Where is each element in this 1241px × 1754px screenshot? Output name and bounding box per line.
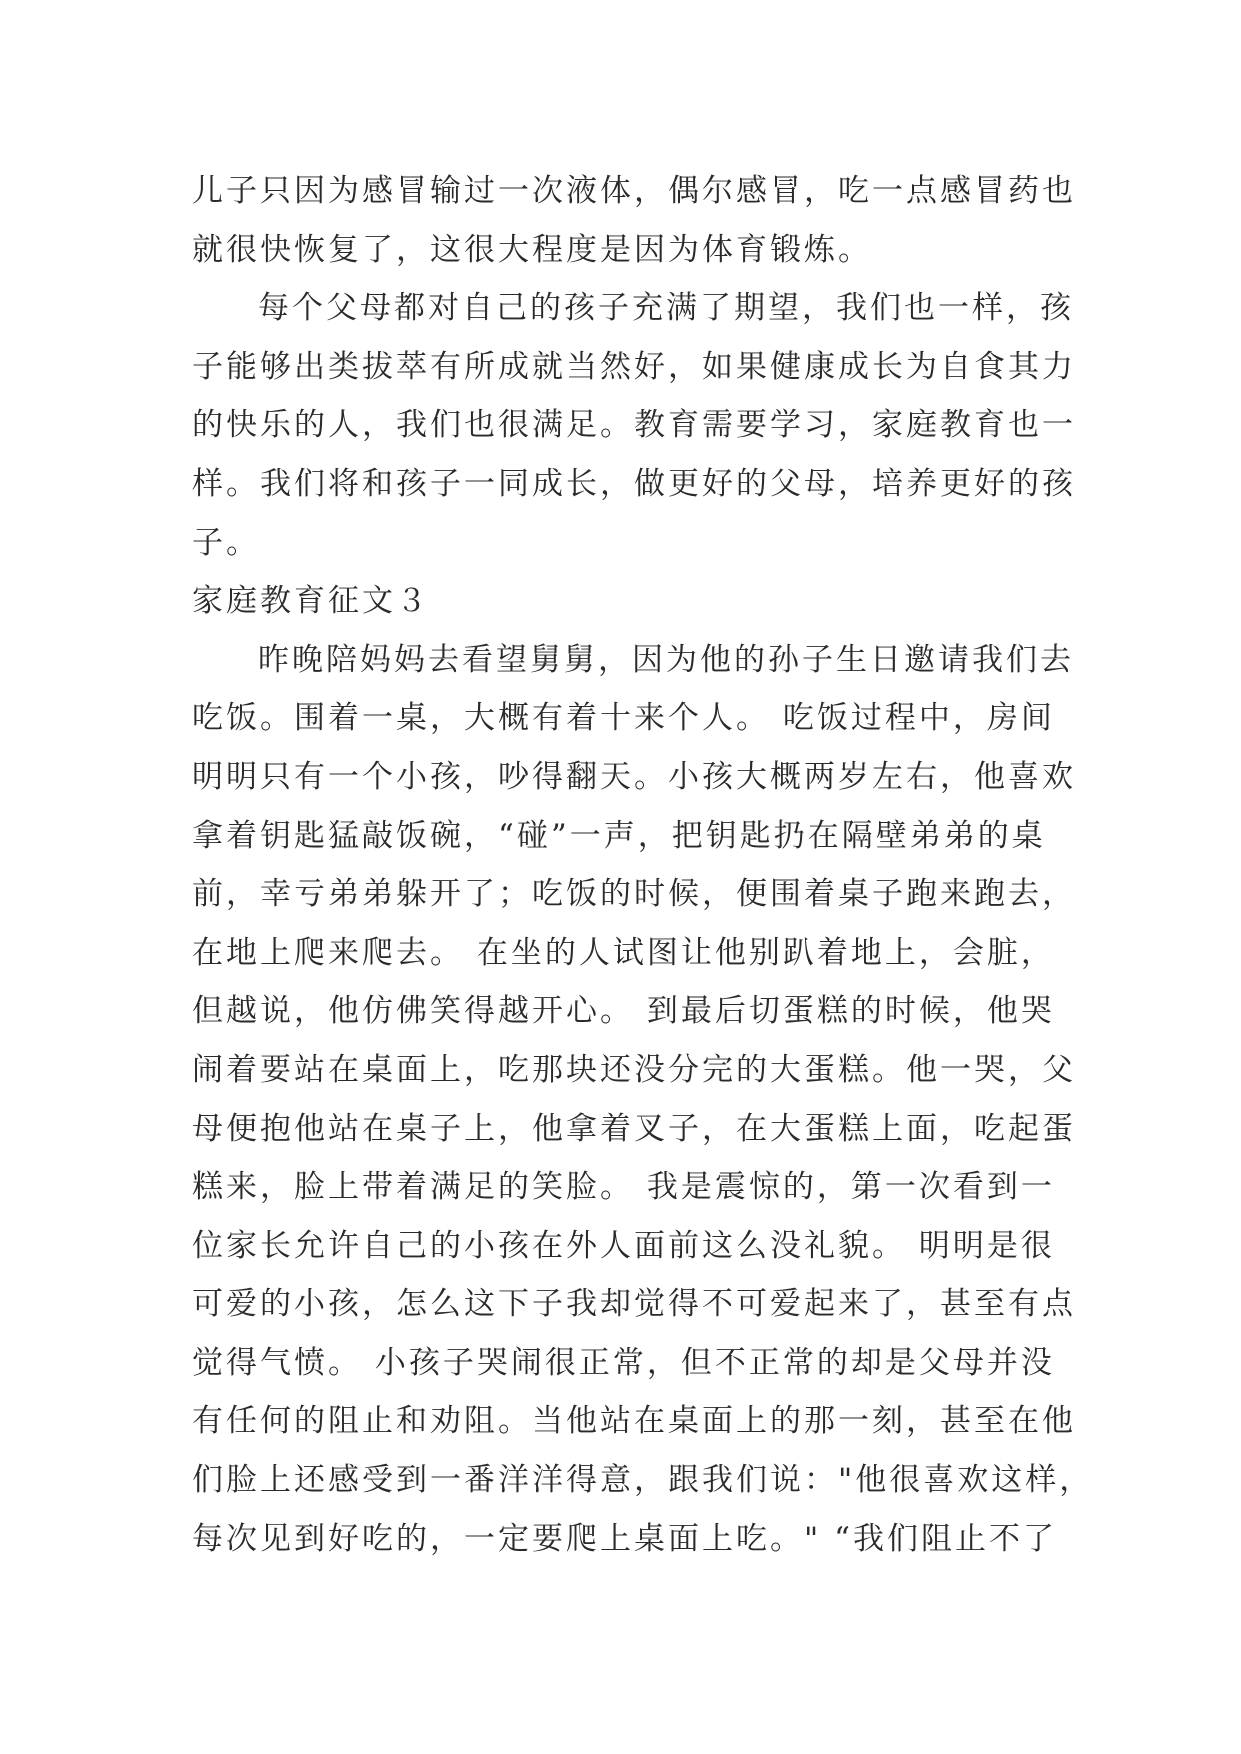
text-line: 拿着钥匙猛敲饭碗，“碰”一声，把钥匙扔在隔壁弟弟的桌 (192, 817, 1046, 854)
text-line: 可爱的小孩，怎么这下子我却觉得不可爱起来了，甚至有点 (192, 1286, 1076, 1323)
paragraph-start-line: 每个父母都对自己的孩子充满了期望，我们也一样，孩 (258, 290, 1074, 327)
text-line: 每次见到好吃的，一定要爬上桌面上吃。" “我们阻止不了 (192, 1520, 1057, 1557)
text-line: 位家长允许自己的小孩在外人面前这么没礼貌。 明明是很 (192, 1227, 1055, 1264)
text-line: 子。 (192, 524, 260, 561)
text-line: 就很快恢复了，这很大程度是因为体育锻炼。 (192, 231, 872, 268)
text-line: 糕来，脸上带着满足的笑脸。 我是震惊的，第一次看到一 (192, 1169, 1055, 1206)
text-line: 闹着要站在桌面上，吃那块还没分完的大蛋糕。他一哭，父 (192, 1051, 1076, 1088)
paragraph-start-line: 昨晚陪妈妈去看望舅舅，因为他的孙子生日邀请我们去 (258, 641, 1074, 678)
text-line: 母便抱他站在桌子上，他拿着叉子，在大蛋糕上面，吃起蛋 (192, 1110, 1076, 1147)
text-line: 们脸上还感受到一番洋洋得意，跟我们说："他很喜欢这样， (192, 1462, 1094, 1499)
text-line: 子能够出类拔萃有所成就当然好，如果健康成长为自食其力 (192, 348, 1076, 385)
text-line: 的快乐的人，我们也很满足。教育需要学习，家庭教育也一 (192, 407, 1076, 444)
text-line: 吃饭。围着一桌，大概有着十来个人。 吃饭过程中，房间 (192, 700, 1055, 737)
text-line: 有任何的阻止和劝阻。当他站在桌面上的那一刻，甚至在他 (192, 1403, 1076, 1440)
text-line: 儿子只因为感冒输过一次液体，偶尔感冒，吃一点感冒药也 (192, 173, 1076, 209)
text-line: 但越说，他仿佛笑得越开心。 到最后切蛋糕的时候，他哭 (192, 993, 1055, 1030)
text-line: 样。我们将和孩子一同成长，做更好的父母，培养更好的孩 (192, 465, 1076, 502)
text-line: 在地上爬来爬去。 在坐的人试图让他别趴着地上，会脏， (192, 934, 1055, 971)
text-line: 明明只有一个小孩，吵得翻天。小孩大概两岁左右，他喜欢 (192, 758, 1076, 795)
text-line: 前，幸亏弟弟躲开了；吃饭的时候，便围着桌子跑来跑去， (192, 876, 1076, 913)
section-heading: 家庭教育征文３ (192, 583, 430, 620)
body-text (192, 162, 1094, 1568)
text-line: 觉得气愤。 小孩子哭闹很正常，但不正常的却是父母并没 (192, 1344, 1055, 1381)
